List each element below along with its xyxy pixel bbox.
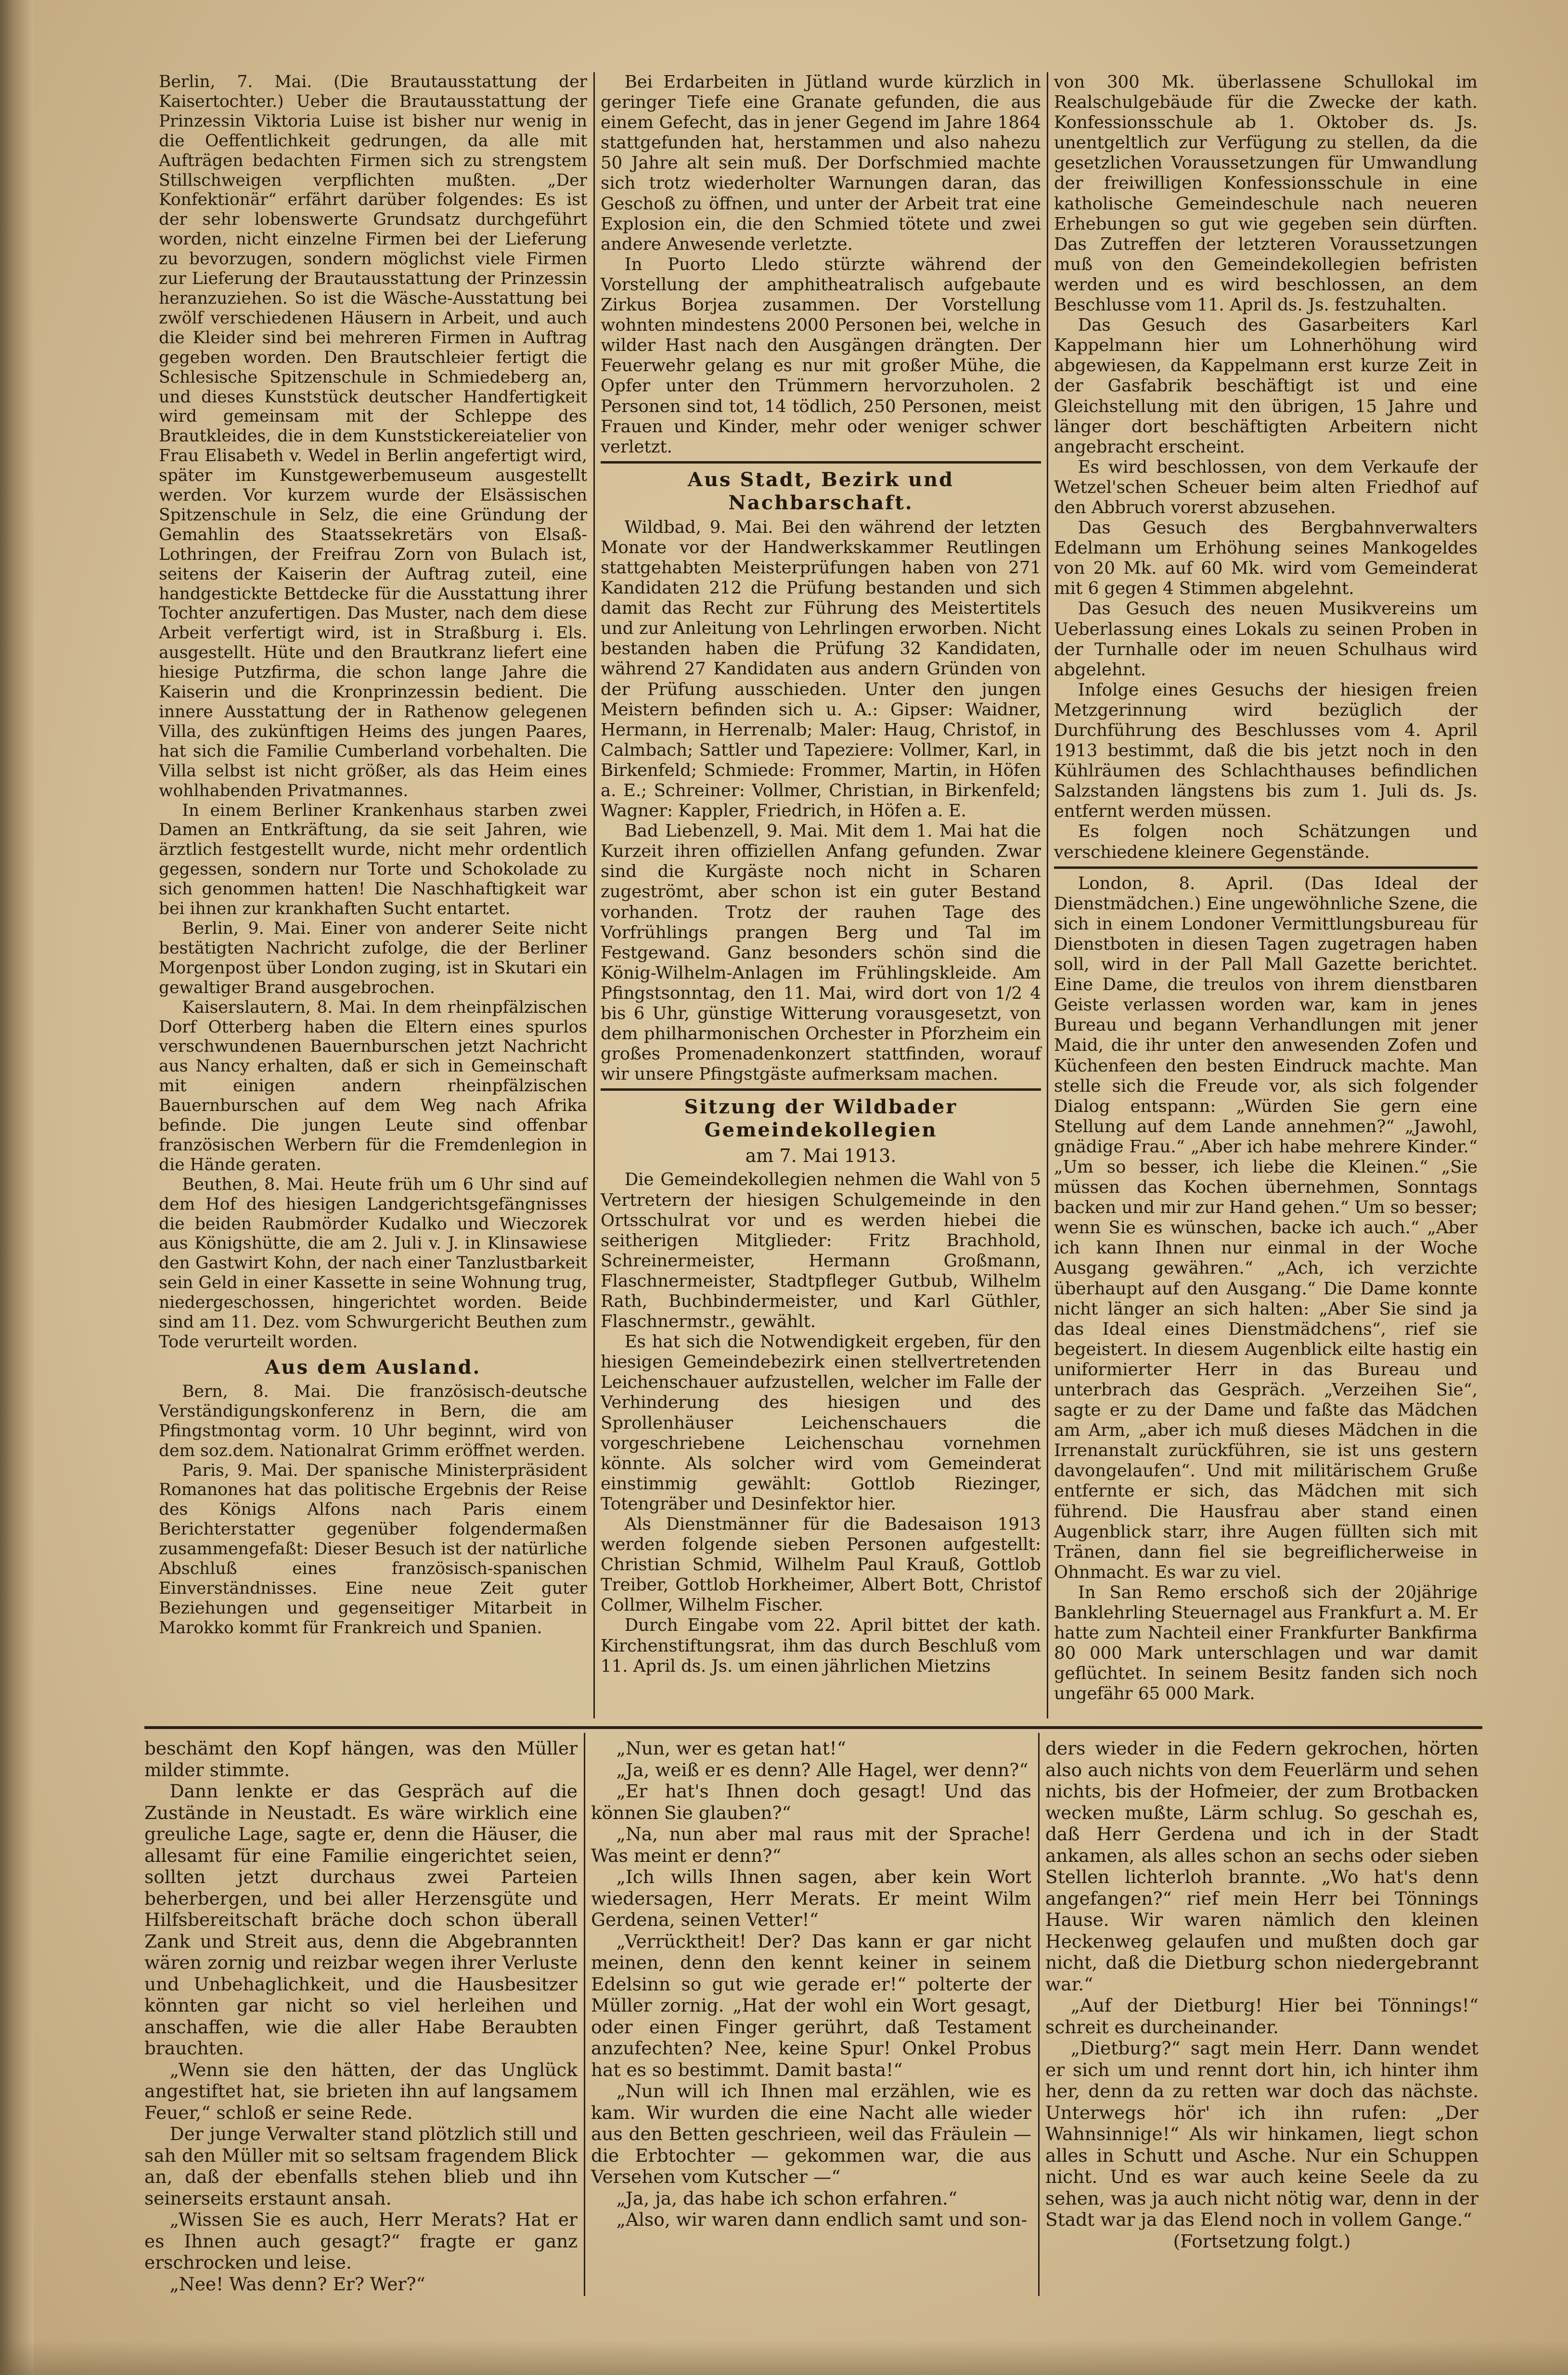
article-paragraph: Die Gemeindekollegien nehmen die Wahl von 5 Vertretern der hiesigen Schulgemeinde in den Ortsschulrat vor und es werden hiebei die seitherigen Mitglieder: Fritz Brachhold, Schreinermeister, Hermann Großmann, Flaschnermeister, Stadtpfleger Gutbub, Wilhelm Rath, Buchbindermeister, und Karl Güthler, Flaschnermstr., gewählt. (601, 1170, 1041, 1332)
article-paragraph: Paris, 9. Mai. Der spanische Ministerpräsident Romanones hat das politische Ergebnis der Reise des Königs Alfons nach Paris einem Berichterstatter gegenüber folgendermaßen zusammengefaßt: Dieser Besuch ist der natürliche Abschluß eines französisch-spanischen Einverständnisses. Eine neue Zeit guter Beziehungen und gegenseitiger Mitarbeit in Marokko kommt für Frankreich und Spanien. (159, 1460, 587, 1638)
article-paragraph: ders wieder in die Federn gekrochen, hörten also auch nichts von dem Feuerlärm und sehen nichts, bis der Hofmeier, der zum Brotbacken wecken mußte, Lärm schlug. So geschah es, daß Herr Gerdena und ich in der Stadt ankamen, als alles schon an sechs oder sieben Stellen lichterloh brannte. „Wo hat's denn angefangen?“ rief mein Herr bei Tönnings Hause. Wir waren nämlich den kleinen Heckenweg gelaufen und mußten doch gar nicht, daß die Dietburg schon niedergebrannt war.“ (1045, 1738, 1478, 1995)
column-divider (1047, 72, 1048, 1718)
article-paragraph: „Er hat's Ihnen doch gesagt! Und das können Sie glauben?“ (591, 1781, 1031, 1823)
section-subheading: am 7. Mai 1913. (745, 1145, 897, 1167)
news-column-1 (159, 72, 587, 1638)
article-paragraph: „Nun will ich Ihnen mal erzählen, wie es kam. Wir wurden die eine Nacht alle wieder aus den Betten geschrieen, weil das Fräulein — die Erbtochter — gekommen war, die aus Versehen vom Kutscher —“ (591, 2080, 1031, 2187)
continuation-note: (Fortsetzung folgt.) (1173, 2230, 1351, 2252)
article-paragraph: Es folgen noch Schätzungen und verschiedene kleinere Gegenstände. (1054, 822, 1478, 862)
article-paragraph: Das Gesuch des neuen Musikvereins um Ueberlassung eines Lokals zu seinen Proben in der Turnhalle oder im neuen Schulhaus wird abgelehnt. (1054, 599, 1478, 680)
article-paragraph: Durch Eingabe vom 22. April bittet der kath. Kirchenstiftungsrat, ihm das durch Beschluß vom 11. April ds. Js. um einen jährlichen Mietzins (601, 1615, 1041, 1676)
news-column-2 (601, 72, 1041, 1677)
article-paragraph: Das Gesuch des Bergbahnverwalters Edelmann um Erhöhung seines Mankogeldes von 20 Mk. auf 60 Mk. wird vom Gemeinderat mit 6 gegen 4 Stimmen abgelehnt. (1054, 518, 1478, 599)
article-paragraph: Berlin, 9. Mai. Einer von anderer Seite nicht bestätigten Nachricht zufolge, die der Berliner Morgenpost über London zuging, ist in Skutari ein gewaltiger Brand ausgebrochen. (159, 918, 587, 997)
article-paragraph: Bad Liebenzell, 9. Mai. Mit dem 1. Mai hat die Kurzeit ihren offiziellen Anfang gefunden. Zwar sind die Kurgäste noch nicht in Scharen zugeströmt, aber schon ist ein guter Bestand vorhanden. Trotz der rauhen Tage des Vorfrühlings prangen Berg und Tal im Festgewand. Ganz besonders schön sind die König-Wilhelm-Anlagen im Frühlingskleide. Am Pfingstsonntag, den 11. Mai, wird dort von 1/2 4 bis 6 Uhr, günstige Witterung vorausgesetzt, von dem philharmonischen Orchester in Pforzheim ein großes Promenadenkonzert stattfinden, worauf wir unsere Pfingstgäste aufmerksam machen. (601, 821, 1041, 1084)
article-paragraph: Bei Erdarbeiten in Jütland wurde kürzlich in geringer Tiefe eine Granate gefunden, die aus einem Gefecht, das in jener Gegend im Jahre 1864 stattgefunden hat, herstammen und also nahezu 50 Jahre alt sein muß. Der Dorfschmied machte sich trotz wiederholter Warnungen daran, das Geschoß zu öffnen, und unter der Arbeit trat eine Explosion ein, die den Schmied tötete und zwei andere Anwesende verletzte. (601, 72, 1041, 254)
article-paragraph: von 300 Mk. überlassene Schullokal im Realschulgebäude für die Zwecke der kath. Konfessionsschule ab 1. Oktober ds. Js. unentgeltlich zur Verfügung zu stellen, da die gesetzlichen Voraussetzungen für Umwandlung der freiwilligen Konfessionsschule in eine katholische Gemeindeschule nach neueren Erhebungen so gut wie gegeben sein dürften. Das Zutreffen der letzteren Voraussetzungen muß von den Gemeindekollegien befristen werden und es wird beschlossen, an dem Beschlusse vom 11. April ds. Js. festzuhalten. (1054, 72, 1478, 315)
column-divider (584, 1733, 585, 2296)
article-paragraph: beschämt den Kopf hängen, was den Müller milder stimmte. (144, 1738, 578, 1781)
article-paragraph: Beuthen, 8. Mai. Heute früh um 6 Uhr sind auf dem Hof des hiesigen Landgerichtsgefängnisses die beiden Raubmörder Kudalko und Wieczorek aus Königshütte, die am 2. Juli v. J. in Klinsawiese den Gastwirt Kohn, der nach einer Tanzlustbarkeit sein Geld in einer Kassette in seine Wohnung trug, niedergeschossen, hingerichtet worden. Beide sind am 11. Dez. vom Schwurgericht Beuthen zum Tode verurteilt worden. (159, 1175, 587, 1352)
article-paragraph: „Ich wills Ihnen sagen, aber kein Wort wiedersagen, Herr Merats. Er meint Wilm Gerdena, seinen Vetter!“ (591, 1866, 1031, 1930)
article-paragraph: „Nun, wer es getan hat!“ (616, 1738, 846, 1759)
article-paragraph: „Na, nun aber mal raus mit der Sprache! Was meint er denn?“ (591, 1823, 1031, 1866)
article-paragraph: Berlin, 7. Mai. (Die Brautausstattung der Kaisertochter.) Ueber die Brautausstattung der Prinzessin Viktoria Luise ist bisher nur wenig in die Oeffentlichkeit gedrungen, da alle mit Aufträgen bedachten Firmen sich zu strengstem Stillschweigen verpflichten mußten. „Der Konfektionär“ erfährt darüber folgendes: Es ist der sehr lobenswerte Grundsatz durchgeführt worden, nicht einzelne Firmen bei der Lieferung zu bevorzugen, sondern möglichst viele Firmen zur Lieferung der Brautausstattung der Prinzessin heranzuziehen. So ist die Wäsche-Ausstattung bei zwölf verschiedenen Häusern in Arbeit, und auch die Kleider sind bei mehreren Firmen in Auftrag gegeben worden. Den Brautschleier fertigt die Schlesische Spitzenschule in Schmiedeberg an, und dieses Kunststück deutscher Handfertigkeit wird gemeinsam mit der Schleppe des Brautkleides, die in dem Kunststickereiatelier von Frau Elisabeth v. Wedel in Berlin angefertigt wird, später im Kunstgewerbemuseum ausgestellt werden. Vor kurzem wurde der Elsässischen Spitzenschule in Selz, die eine Gründung der Gemahlin des Staatssekretärs von Elsaß-Lothringen, der Freifrau Zorn von Bulach ist, seitens der Kaiserin der Auftrag zuteil, eine handgestickte Bettdecke für die Ausstattung ihrer Tochter anzufertigen. Das Muster, nach dem diese Arbeit verfertigt wird, ist in Straßburg i. Els. ausgestellt. Hüte und den Brautkranz liefert eine hiesige Putzfirma, die schon lange Jahre die Kaiserin und die Kronprinzessin bedient. Die innere Ausstattung der in Rathenow gelegenen Villa, des zukünftigen Heims des jungen Paares, hat sich die Familie Cumberland vorbehalten. Die Villa selbst ist nicht größer, als das Heim eines wohlhabenden Privatmannes. (159, 72, 587, 800)
article-paragraph: Das Gesuch des Gasarbeiters Karl Kappelmann hier um Lohnerhöhung wird abgewiesen, da Kappelmann erst kurze Zeit in der Gasfabrik beschäftigt ist und eine Gleichstellung mit den übrigen, 15 Jahre und länger dort beschäftigten Arbeitern nicht angebracht erscheint. (1054, 315, 1478, 457)
article-paragraph: Wildbad, 9. Mai. Bei den während der letzten Monate vor der Handwerkskammer Reutlingen stattgehabten Meisterprüfungen haben von 271 Kandidaten 212 die Prüfung bestanden und sich damit das Recht zur Führung des Meistertitels und zur Anleitung von Lehrlingen erworben. Nicht bestanden haben die Prüfung 32 Kandidaten, während 27 Kandidaten aus andern Gründen von der Prüfung ausschieden. Unter den jungen Meistern befinden sich u. A.: Gipser: Waidner, Hermann, in Herrenalb; Maler: Haug, Christof, in Calmbach; Sattler und Tapeziere: Vollmer, Karl, in Birkenfeld; Schmiede: Frommer, Martin, in Höfen a. E.; Schreiner: Vollmer, Christian, in Birkenfeld; Wagner: Kappler, Friedrich, in Höfen a. E. (601, 517, 1041, 821)
article-paragraph: In einem Berliner Krankenhaus starben zwei Damen an Entkräftung, da sie seit Jahren, wie ärztlich festgestellt wurde, nicht mehr ordentlich gegessen, sondern nur Torte und Schokolade zu sich genommen hatten! Die Naschhaftigkeit war bei ihnen zur krankhaften Sucht entartet. (159, 800, 587, 919)
article-paragraph: Bern, 8. Mai. Die französisch-deutsche Verständigungskonferenz in Bern, die am Pfingstmontag vorm. 10 Uhr beginnt, wird von dem soz.dem. Nationalrat Grimm eröffnet werden. (159, 1381, 587, 1460)
section-rule (1054, 866, 1478, 869)
article-paragraph: „Verrücktheit! Der? Das kann er gar nicht meinen, denn den kennt keiner in seinem Edelsinn so gut wie gerade er!“ polterte der Müller zornig. „Hat der wohl ein Wort gesagt, oder einen Finger gerührt, daß Testament anzufechten? Nee, keine Spur! Onkel Probus hat es so bestimmt. Damit basta!“ (591, 1930, 1031, 2080)
article-paragraph: „Wenn sie den hätten, der das Unglück angestiftet hat, sie brieten ihn auf langsamem Feuer,“ schloß er seine Rede. (144, 2059, 578, 2123)
article-paragraph: „Ja, weiß er es denn? Alle Hagel, wer denn?“ (616, 1759, 1028, 1781)
article-paragraph: „Also, wir waren dann endlich samt und son- (616, 2209, 1028, 2230)
article-paragraph: In Puorto Lledo stürzte während der Vorstellung der amphitheatralisch aufgebaute Zirkus Borjea zusammen. Der Vorstellung wohnten mindestens 2000 Personen bei, welche in wilder Hast nach den Ausgängen drängten. Der Feuerwehr gelang es nur mit großer Mühe, die Opfer unter den Trümmern hervorzuholen. 2 Personen sind tot, 14 tödlich, 250 Personen, meist Frauen und Kinder, mehr oder weniger schwer verletzt. (601, 254, 1041, 457)
section-heading: Aus Stadt, Bezirk und Nachbarschaft. (687, 468, 954, 514)
article-paragraph: Es hat sich die Notwendigkeit ergeben, für den hiesigen Gemeindebezirk einen stellvertretenden Leichenschauer aufzustellen, welcher im Falle der Verhinderung des hiesigen und des Sprollenhäuser Leichenschauers die vorgeschriebene Leichenschau vornehmen könnte. Als solcher wird vom Gemeinderat einstimmig gewählt: Gottlob Riezinger, Totengräber und Desinfektor hier. (601, 1332, 1041, 1514)
feuilleton-column-3 (1045, 1738, 1478, 2252)
section-rule (601, 461, 1041, 464)
section-heading: Sitzung der Wildbader Gemeindekollegien (684, 1096, 958, 1142)
column-divider (593, 72, 595, 1718)
feuilleton-column-1 (144, 1738, 578, 2295)
feuilleton-divider (144, 1726, 1482, 1729)
article-paragraph: Kaiserslautern, 8. Mai. In dem rheinpfälzischen Dorf Otterberg haben die Eltern eines spurlos verschwundenen Bauernburschen jetzt Nachricht aus Nancy erhalten, daß er sich in Gemeinschaft mit einigen andern rheinpfälzischen Bauernburschen auf dem Weg nach Afrika befinde. Die jungen Leute sind offenbar französischen Werbern für die Fremdenlegion in die Hände geraten. (159, 997, 587, 1175)
section-rule (601, 1088, 1041, 1091)
news-column-3 (1054, 72, 1478, 1704)
feuilleton-column-2 (591, 1738, 1031, 2231)
binding-spine (0, 0, 34, 2375)
article-paragraph: „Dietburg?“ sagt mein Herr. Dann wendet er sich um und rennt dort hin, ich hinter ihm her, denn da zu retten war doch das nächste. Unterwegs hör' ich ihn rufen: „Der Wahnsinnige!“ Als wir hinkamen, liegt schon alles in Schutt und Asche. Nur ein Schuppen nicht. Und es war auch keine Seele da zu sehen, was ja auch nicht nötig war, denn in der Stadt war ja das Elend noch in vollem Gange.“ (1045, 2038, 1478, 2230)
article-paragraph: Als Dienstmänner für die Badesaison 1913 werden folgende sieben Personen aufgestellt: Christian Schmid, Wilhelm Paul Krauß, Gottlob Treiber, Gottlob Horkheimer, Albert Bott, Christof Collmer, Wilhelm Fischer. (601, 1514, 1041, 1615)
article-paragraph: „Auf der Dietburg! Hier bei Tönnings!“ schreit es durcheinander. (1045, 1995, 1478, 2038)
article-paragraph: „Nee! Was denn? Er? Wer?“ (169, 2273, 425, 2295)
article-paragraph: In San Remo erschoß sich der 20jährige Banklehrling Steuernagel aus Frankfurt a. M. Er hatte zum Nachteil einer Frankfurter Bankfirma 80 000 Mark unterschlagen und war damit geflüchtet. In seinem Besitz fanden sich noch ungefähr 65 000 Mark. (1054, 1582, 1478, 1704)
article-paragraph: „Wissen Sie es auch, Herr Merats? Hat er es Ihnen auch gesagt?“ fragte er ganz erschrocken und leise. (144, 2209, 578, 2273)
article-paragraph: Es wird beschlossen, von dem Verkaufe der Wetzel'schen Scheuer beim alten Friedhof auf den Abbruch vorerst abzusehen. (1054, 457, 1478, 517)
article-paragraph: London, 8. April. (Das Ideal der Dienstmädchen.) Eine ungewöhnliche Szene, die sich in einem Londoner Vermittlungsbureau für Dienstboten in diesen Tagen zugetragen haben soll, wird in der Pall Mall Gazette berichtet. Eine Dame, die treulos von ihrem dienstbaren Geiste verlassen worden war, kam in jenes Bureau und begann Verhandlungen mit jener Maid, die ihr unter den anwesenden Zofen und Küchenfeen den besten Eindruck machte. Man stelle sich die Freude vor, als sich folgender Dialog entspann: „Würden Sie gern eine Stellung auf dem Lande annehmen?“ „Jawohl, gnädige Frau.“ „Aber ich habe mehrere Kinder.“ „Um so besser, ich liebe die Kleinen.“ „Sie müssen das Kochen übernehmen, Sonntags backen und mir zur Hand gehen.“ Um so besser; wenn Sie es wünschen, backe ich auch.“ „Aber ich kann Ihnen nur einmal in der Woche Ausgang gewähren.“ „Ach, ich verzichte überhaupt auf den Ausgang.“ Die Dame konnte nicht länger an sich halten: „Aber Sie sind ja das Ideal eines Dienstmädchens“, rief sie begeistert. In diesem Augenblick eilte hastig ein uniformierter Herr in das Bureau und unterbrach das Gespräch. „Verzeihen Sie“, sagte er zu der Dame und faßte das Mädchen am Arm, „aber ich muß dieses Mädchen in die Irrenanstalt zurückführen, sie ist uns gestern davongelaufen“. Und mit militärischem Gruße entfernte er sich, das Mädchen mit sich führend. Die Hausfrau aber stand einen Augenblick starr, ihre Augen füllten sich mit Tränen, dann fiel sie begreiflicherweise in Ohnmacht. Es war zu viel. (1054, 873, 1478, 1582)
section-heading: Aus dem Ausland. (265, 1355, 481, 1379)
article-paragraph: „Ja, ja, das habe ich schon erfahren.“ (616, 2187, 958, 2209)
article-paragraph: Infolge eines Gesuchs der hiesigen freien Metzgerinnung wird bezüglich der Durchführung des Beschlusses vom 4. April 1913 bestimmt, daß die bis jetzt noch in den Kühlräumen des Schlachthauses befindlichen Salzstanden längstens bis zum 1. Juli ds. Js. entfernt werden müssen. (1054, 680, 1478, 822)
page-edge-shadow (0, 2339, 1568, 2375)
article-paragraph: Dann lenkte er das Gespräch auf die Zustände in Neustadt. Es wäre wirklich eine greuliche Lage, sagte er, denn die Häuser, die allesamt für eine Familie eingerichtet seien, sollten jetzt durchaus zwei Parteien beherbergen, und bei aller Herzensgüte und Hilfsbereitschaft bräche doch schon überall Zank und Streit aus, denn die Abgebrannten wären zornig und reizbar wegen ihrer Verluste und Unbehaglichkeit, und die Hausbesitzer könnten gar nicht so viel herleihen und anschaffen, wie die aller Habe Beraubten brauchten. (144, 1781, 578, 2059)
article-paragraph: Der junge Verwalter stand plötzlich still und sah den Müller mit so seltsam fragendem Blick an, daß der ebenfalls stehen blieb und ihn seinerseits erstaunt ansah. (144, 2123, 578, 2209)
column-divider (1038, 1733, 1040, 2296)
